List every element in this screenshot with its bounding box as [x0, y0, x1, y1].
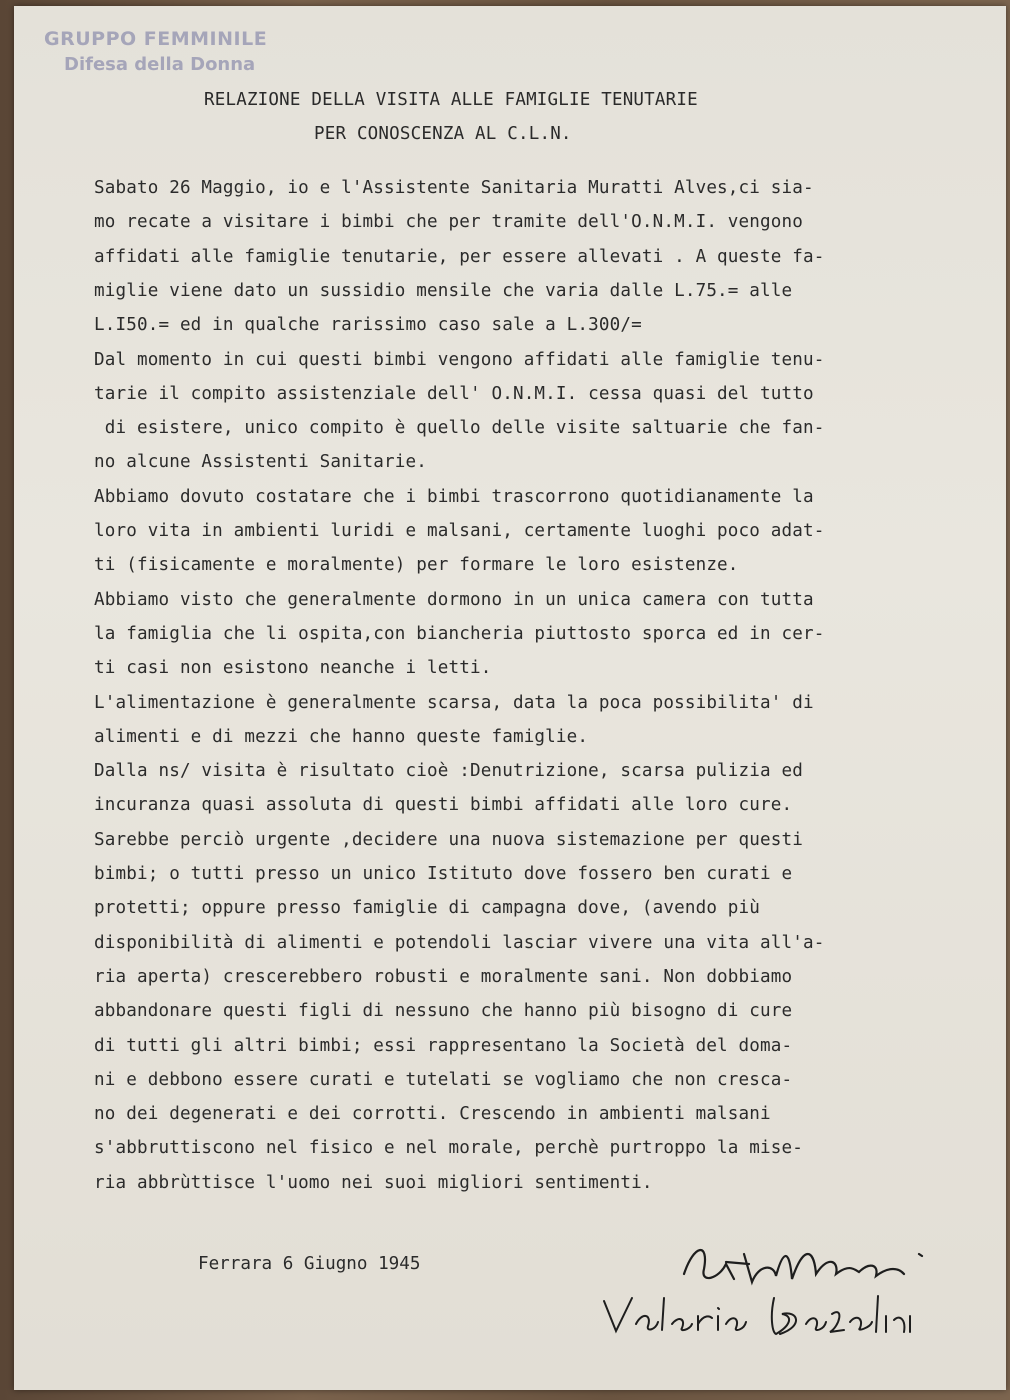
- body-line: protetti; oppure presso famiglie di campagna dove, (avendo più: [94, 898, 761, 919]
- body-line: L.I50.= ed in qualche rarissimo caso sale a L.300/=: [94, 315, 642, 336]
- document-subtitle: PER CONOSCENZA AL C.L.N.: [314, 124, 572, 144]
- body-line: di esistere, unico compito è quello delle visite saltuarie che fan-: [94, 418, 825, 439]
- body-line: alimenti e di mezzi che hanno queste famiglie.: [94, 726, 589, 747]
- body-line: incuranza quasi assoluta di questi bimbi affidati alle loro cure.: [94, 795, 793, 816]
- body-line: ria abbrùttisce l'uomo nei suoi migliori sentimenti.: [94, 1172, 653, 1193]
- body-line: bimbi; o tutti presso un unico Istituto dove fossero ben curati e: [94, 864, 793, 884]
- body-line: L'alimentazione è generalmente scarsa, data la poca possibilita' di: [94, 692, 814, 713]
- body-line: affidati alle famiglie tenutarie, per essere allevati . A queste fa-: [94, 246, 825, 267]
- body-line: Dal momento in cui questi bimbi vengono affidati alle famiglie tenu-: [94, 349, 825, 370]
- body-line: Abbiamo visto che generalmente dormono in un unica camera con tutta: [94, 589, 814, 610]
- document-page: [14, 6, 1006, 1390]
- body-line: ti casi non esistono neanche i letti.: [94, 658, 492, 679]
- body-line: Sarebbe perciò urgente ,decidere una nuova sistemazione per questi: [94, 829, 803, 850]
- body-line: loro vita in ambienti luridi e malsani, certamente luoghi poco adat-: [94, 521, 825, 541]
- body-line: Sabato 26 Maggio, io e l'Assistente Sanitaria Muratti Alves,ci sia-: [94, 178, 814, 198]
- place-date: Ferrara 6 Giugno 1945: [198, 1254, 421, 1274]
- body-line: di tutti gli altri bimbi; essi rappresentano la Società del doma-: [94, 1035, 793, 1056]
- body-line: Abbiamo dovuto costatare che i bimbi trascorrono quotidianamente la: [94, 486, 814, 507]
- body-line: abbandonare questi figli di nessuno che hanno più bisogno di cure: [94, 1001, 793, 1022]
- body-line: no dei degenerati e dei corrotti. Crescendo in ambienti malsani: [94, 1104, 771, 1125]
- body-line: ni e debbono essere curati e tutelati se vogliamo che non cresca-: [94, 1069, 793, 1090]
- signature-2: [594, 1286, 914, 1346]
- body-line: disponibilità di alimenti e potendoli lasciar vivere una vita all'a-: [94, 932, 825, 953]
- body-line: s'abbruttiscono nel fisico e nel morale, perchè purtroppo la mise-: [94, 1138, 803, 1159]
- body-line: ria aperta) crescerebbero robusti e moralmente sani. Non dobbiamo: [94, 966, 793, 987]
- body-line: Dalla ns/ visita è risultato cioè :Denutrizione, scarsa pulizia ed: [94, 761, 803, 782]
- body-line: miglie viene dato un sussidio mensile che varia dalle L.75.= alle: [94, 280, 793, 301]
- body-line: ti (fisicamente e moralmente) per formare le loro esistenze.: [94, 555, 739, 576]
- organization-stamp: [44, 26, 304, 82]
- body-line: no alcune Assistenti Sanitarie.: [94, 452, 428, 473]
- stamp-line-1: GRUPPO FEMMINILE: [44, 28, 268, 50]
- stamp-line-2: Difesa della Donna: [64, 54, 256, 75]
- body-line: tarie il compito assistenziale dell' O.N.M.I. cessa quasi del tutto: [94, 383, 814, 404]
- body-line: mo recate a visitare i bimbi che per tramite dell'O.N.M.I. vengono: [94, 212, 803, 233]
- document-title: RELAZIONE DELLA VISITA ALLE FAMIGLIE TENUTARIE: [204, 90, 698, 110]
- body-line: la famiglia che li ospita,con biancheria piuttosto sporca ed in cer-: [94, 623, 825, 644]
